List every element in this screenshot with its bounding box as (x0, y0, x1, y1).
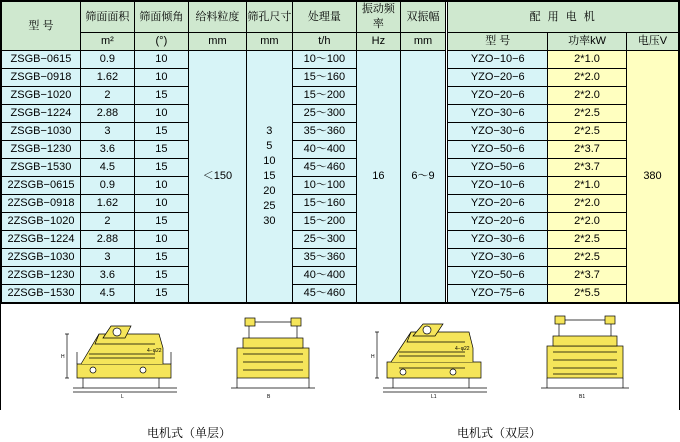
cell-area: 2.88 (80, 231, 134, 249)
cell-area: 3.6 (80, 141, 134, 159)
cell-area: 3 (80, 123, 134, 141)
unit-screen-area: m² (80, 33, 134, 51)
diagram-single-end-view (219, 308, 327, 400)
table-row (2, 51, 679, 69)
cell-incline: 10 (134, 105, 188, 123)
double-side-view-svg (369, 308, 499, 400)
cell-motor-model: YZO−10−6 (448, 51, 548, 69)
cell-motor-model: YZO−50−6 (448, 141, 548, 159)
header-motor-model: 型 号 (448, 33, 548, 51)
cell-capacity: 10～100 (292, 51, 356, 69)
double-end-view-svg (529, 308, 641, 400)
mesh-value: 10 (263, 155, 276, 167)
table-row (2, 159, 679, 177)
cell-area: 2.88 (80, 105, 134, 123)
cell-incline: 15 (134, 267, 188, 285)
header-motor-group: 配 用 电 机 (448, 2, 679, 33)
cell-motor-model: YZO−30−6 (448, 249, 548, 267)
dimension-label-l1: L1 (431, 394, 437, 400)
cell-power: 2*1.0 (548, 51, 627, 69)
cell-area: 1.62 (80, 195, 134, 213)
diagram-single-side-view (59, 308, 189, 400)
cell-capacity: 15～200 (292, 213, 356, 231)
cell-mesh-size-merged (247, 51, 293, 303)
mesh-value: 15 (263, 170, 276, 182)
cell-capacity: 40～400 (292, 267, 356, 285)
mesh-value: 3 (266, 125, 273, 137)
specification-table (1, 1, 679, 303)
dimension-label-h1: H (371, 354, 375, 360)
cell-power: 2*2.0 (548, 69, 627, 87)
table-row (2, 177, 679, 195)
header-incline: 筛面倾角 (134, 2, 188, 33)
unit-capacity: t/h (292, 33, 356, 51)
table-row (2, 285, 679, 303)
cell-frequency-merged: 16 (357, 51, 401, 303)
header-frequency: 振动频率 (357, 2, 401, 33)
cell-model: 2ZSGB−0918 (2, 195, 81, 213)
diagram-panel (1, 303, 679, 442)
diagram-double-end-view (529, 308, 641, 400)
unit-mesh-size: mm (247, 33, 293, 51)
cell-incline: 10 (134, 51, 188, 69)
cell-model: ZSGB−1230 (2, 141, 81, 159)
cell-model: ZSGB−0615 (2, 51, 81, 69)
cell-model: 2ZSGB−1030 (2, 249, 81, 267)
cell-incline: 10 (134, 69, 188, 87)
header-capacity: 处理量 (292, 2, 356, 33)
cell-power: 2*2.0 (548, 87, 627, 105)
table-row (2, 69, 679, 87)
cell-incline: 15 (134, 213, 188, 231)
cell-area: 3.6 (80, 267, 134, 285)
cell-incline: 15 (134, 249, 188, 267)
table-header-row-1 (2, 2, 679, 33)
cell-power: 2*2.5 (548, 231, 627, 249)
cell-motor-model: YZO−20−6 (448, 87, 548, 105)
cell-incline: 15 (134, 123, 188, 141)
cell-motor-model: YZO−30−6 (448, 231, 548, 249)
table-row (2, 231, 679, 249)
cell-incline: 10 (134, 177, 188, 195)
cell-power: 2*3.7 (548, 141, 627, 159)
table-row (2, 195, 679, 213)
cell-power: 2*5.5 (548, 285, 627, 303)
table-row (2, 267, 679, 285)
cell-capacity: 25～300 (292, 231, 356, 249)
dimension-label-l: L (121, 394, 124, 400)
dimension-label-b: B (267, 394, 271, 400)
cell-capacity: 15～160 (292, 69, 356, 87)
cell-motor-model: YZO−75−6 (448, 285, 548, 303)
mesh-value: 30 (263, 215, 276, 227)
cell-area: 0.9 (80, 177, 134, 195)
cell-incline: 10 (134, 231, 188, 249)
cell-area: 4.5 (80, 285, 134, 303)
diagram-double-side-view (369, 308, 499, 400)
cell-model: ZSGB−1020 (2, 87, 81, 105)
cell-amplitude-merged: 6～9 (400, 51, 446, 303)
cell-power: 2*2.5 (548, 249, 627, 267)
cell-motor-model: YZO−20−6 (448, 69, 548, 87)
dimension-label-h: H (61, 354, 65, 360)
unit-feed-size: mm (188, 33, 246, 51)
mesh-value: 5 (266, 140, 273, 152)
cell-model: 2ZSGB−1230 (2, 267, 81, 285)
dimension-label-b1: B1 (579, 394, 586, 400)
cell-voltage-merged: 380 (626, 51, 678, 303)
table-row (2, 213, 679, 231)
cell-power: 2*2.0 (548, 195, 627, 213)
cell-incline: 15 (134, 87, 188, 105)
cell-power: 2*3.7 (548, 159, 627, 177)
cell-power: 2*2.5 (548, 105, 627, 123)
header-model: 型 号 (2, 2, 81, 51)
header-screen-area: 筛面面积 (80, 2, 134, 33)
table-row (2, 105, 679, 123)
cell-model: 2ZSGB−1224 (2, 231, 81, 249)
header-amplitude: 双振幅 (400, 2, 446, 33)
cell-model: ZSGB−1224 (2, 105, 81, 123)
cell-capacity: 10～100 (292, 177, 356, 195)
cell-power: 2*2.5 (548, 123, 627, 141)
header-voltage: 电压V (626, 33, 678, 51)
unit-amplitude: mm (400, 33, 446, 51)
cell-motor-model: YZO−50−6 (448, 267, 548, 285)
cell-motor-model: YZO−50−6 (448, 159, 548, 177)
cell-model: 2ZSGB−1020 (2, 213, 81, 231)
cell-power: 2*1.0 (548, 177, 627, 195)
header-power: 功率kW (548, 33, 627, 51)
cell-area: 0.9 (80, 51, 134, 69)
caption-single: 电机式（单层） (146, 426, 231, 440)
cell-area: 2 (80, 87, 134, 105)
cell-motor-model: YZO−20−6 (448, 213, 548, 231)
cell-motor-model: YZO−30−6 (448, 105, 548, 123)
cell-area: 3 (80, 249, 134, 267)
dimension-label-phi2: 4−φ22 (455, 346, 470, 352)
cell-model: 2ZSGB−0615 (2, 177, 81, 195)
table-row (2, 141, 679, 159)
cell-motor-model: YZO−30−6 (448, 123, 548, 141)
table-header-row-2 (2, 33, 679, 51)
cell-capacity: 15～160 (292, 195, 356, 213)
unit-incline: (°) (134, 33, 188, 51)
cell-motor-model: YZO−20−6 (448, 195, 548, 213)
cell-model: ZSGB−0918 (2, 69, 81, 87)
cell-capacity: 25～300 (292, 105, 356, 123)
cell-incline: 10 (134, 195, 188, 213)
mesh-value: 20 (263, 185, 276, 197)
caption-double: 电机式（双层） (456, 426, 541, 440)
table-row (2, 123, 679, 141)
table-row (2, 249, 679, 267)
header-mesh-size: 筛孔尺寸 (247, 2, 293, 33)
cell-incline: 15 (134, 285, 188, 303)
cell-power: 2*2.0 (548, 213, 627, 231)
cell-incline: 15 (134, 159, 188, 177)
cell-motor-model: YZO−10−6 (448, 177, 548, 195)
cell-power: 2*3.7 (548, 267, 627, 285)
cell-area: 4.5 (80, 159, 134, 177)
cell-capacity: 45～460 (292, 159, 356, 177)
cell-capacity: 15～200 (292, 87, 356, 105)
cell-area: 1.62 (80, 69, 134, 87)
cell-incline: 15 (134, 141, 188, 159)
cell-model: 2ZSGB−1530 (2, 285, 81, 303)
mesh-value: 25 (263, 200, 276, 212)
cell-feed-size-merged: ＜150 (188, 51, 246, 303)
cell-capacity: 45～460 (292, 285, 356, 303)
cell-area: 2 (80, 213, 134, 231)
single-end-view-svg (219, 308, 327, 400)
cell-capacity: 40～400 (292, 141, 356, 159)
cell-model: ZSGB−1030 (2, 123, 81, 141)
cell-model: ZSGB−1530 (2, 159, 81, 177)
unit-frequency: Hz (357, 33, 401, 51)
dimension-label-phi: 4−φ22 (147, 348, 162, 354)
cell-capacity: 35～360 (292, 249, 356, 267)
single-side-view-svg (59, 308, 189, 400)
table-row (2, 87, 679, 105)
cell-capacity: 35～360 (292, 123, 356, 141)
header-feed-size: 给料粒度 (188, 2, 246, 33)
